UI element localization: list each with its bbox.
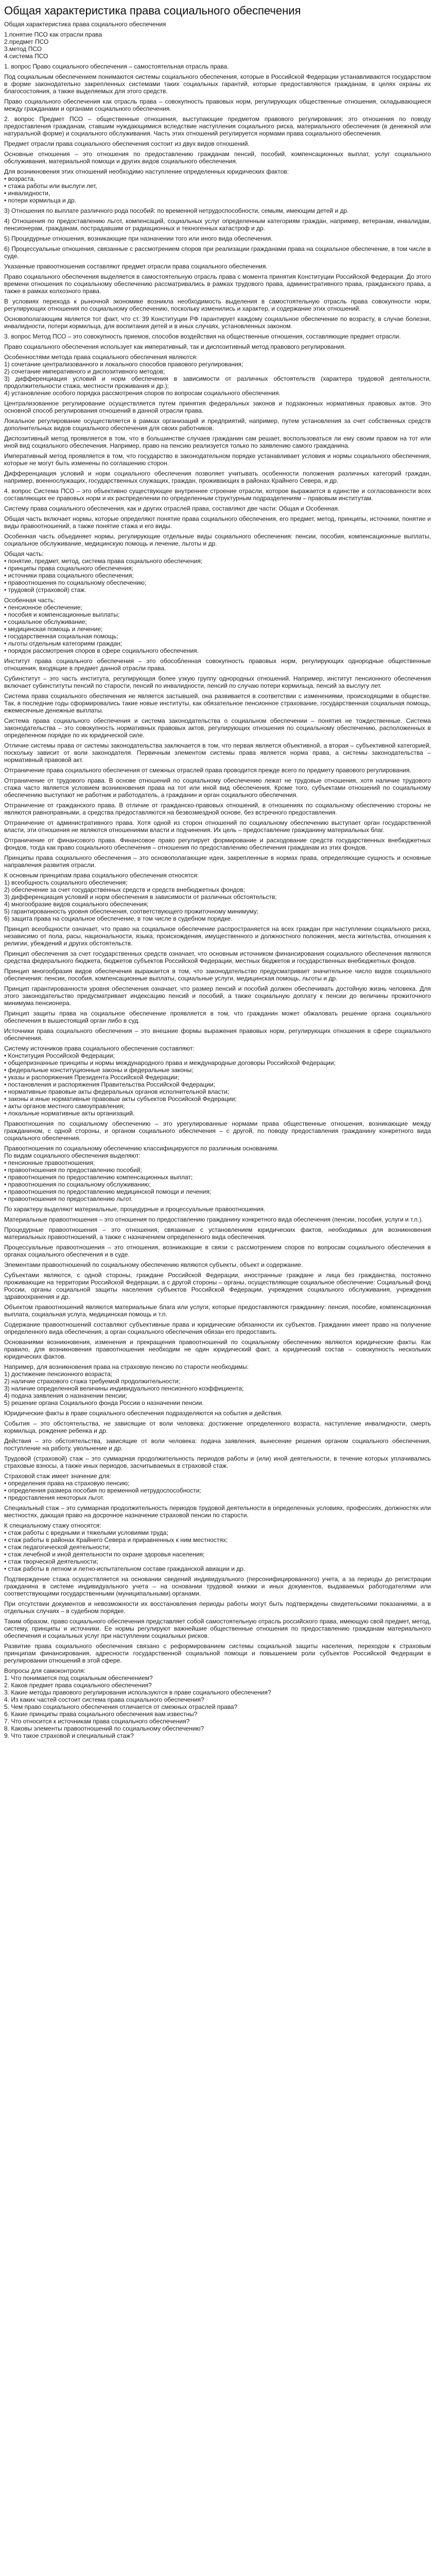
paragraph: В условиях перехода к рыночной экономике возникла необходимость выделения в самостоятельную отрасль права совокупности норм, регулирующих отношения по социальному обеспечению, поскольку изменились и характер, и содержание этих отношений. xyxy=(4,298,433,312)
paragraph: Вопросы для самоконтроля: 1. Что понимается под социальным обеспечением? 2. Каков предмет права социального обеспечения? 3. Какие методы правового регулирования используются в праве социального обеспечения? 4. Из каких частей состоит система права социального обеспечения? 5. Чем право социального обеспечения отличается от смежных отраслей права? 6. Какие принципы права социального обеспечения вам известны? 7. Что относится к источникам права социального обеспечения? 8. Каковы элементы правоотношений по социальному обеспечению? 9. Что такое страховой и специальный стаж? xyxy=(4,1667,271,1739)
paragraph: Действия – это обстоятельства, зависящие от воли человека: подача заявления, вынесение решения органом социального обеспечения, поступление на работу, увольнение и др. xyxy=(4,1437,433,1452)
paragraph: Принцип всеобщности означает, что право на социальное обеспечение распространяется на всех граждан при наступлении социального риска, независимо от пола, расы, национальности, языка, происхождения, имущественного и должностного положения, места жительства, отношения к религии, убеждений и других обстоятельств. xyxy=(4,925,433,947)
paragraph: 1. вопрос Право социального обеспечения – самостоятельная отрасль права. xyxy=(4,63,229,70)
paragraph: Таким образом, право социального обеспечения представляет собой самостоятельную отрасль российского права, имеющую свой предмет, метод, систему, принципы и источники. Ее нормы регулируют важнейшие общественные отношения по предоставлению гражданам материального обеспечения и социальных услуг при наступлении социальных рисков. xyxy=(4,1618,433,1639)
paragraph: Например, для возникновения права на страховую пенсию по старости необходимы: 1) достижение пенсионного возраста; 2) наличие страхового стажа требуемой продолжительности; 3) наличие определенной величины индивидуального пенсионного коэффициента; 4) подача заявления о назначении пенсии; 5) решение органа Социального фонда России о назначении пенсии. xyxy=(4,1363,249,1406)
paragraph: Принцип гарантированности уровня обеспечения означает, что размер пенсий и пособий должен обеспечивать достойную жизнь человека. Для этого законодательство предусматривает индексацию пенсий и пособий, а также социальную доплату к пенсии до величины прожиточного минимума пенсионера. xyxy=(4,985,433,1007)
paragraph: Право социального обеспечения как отрасль права – совокупность правовых норм, регулирующих общественные отношения, складывающиеся между гражданами и органами социального обеспечения. xyxy=(4,98,433,112)
paragraph: 6) Процессуальные отношения, связанные с рассмотрением споров при реализации гражданами права на социальное обеспечение, в том числе в суде. xyxy=(4,245,433,260)
paragraph: Субъектами являются, с одной стороны, граждане Российской Федерации, иностранные граждане и лица без гражданства, постоянно проживающие на территории Российской Федерации, а с другой стороны – органы, осуществляющие социальное обеспечение: Социальный фонд России, органы социальной защиты населения субъектов Российской Федерации, учреждения социального обслуживания, учреждения здравоохранения и др. xyxy=(4,1272,433,1300)
paragraph: Отграничение от гражданского права. В отличие от гражданско-правовых отношений, в отношениях по социальному обеспечению стороны не являются равноправными, а средства предоставляются на безвозмездной основе, без встречного предоставления. xyxy=(4,802,433,816)
paragraph: Указанные правоотношения составляют предмет отрасли права социального обеспечения. xyxy=(4,263,268,270)
paragraph: Основополагающим является тот факт, что ст. 39 Конституции РФ гарантирует каждому социальное обеспечение по возрасту, в случае болезни, инвалидности, потери кормильца, для воспитания детей и в иных случаях, установленных законом. xyxy=(4,315,433,330)
paragraph: К основным принципам права социального обеспечения относятся: 1) всеобщность социального обеспечения; 2) обеспечение за счет государственных средств и средств внебюджетных фондов; 3) дифференциация условий и норм обеспечения в зависимости от различных обстоятельств; 4) многообразие видов социального обеспечения; 5) гарантированность уровня обеспечения, соответствующего прожиточному минимуму; 6) защита права на социальное обеспечение, в том числе в судебном порядке. xyxy=(4,872,277,922)
paragraph: Принцип многообразия видов обеспечения выражается в том, что законодательство предусматривает значительное число видов социального обеспечения: пенсии, пособия, компенсационные выплаты, социальные услуги, медицинская помощь, льготы и др. xyxy=(4,968,433,982)
document-body xyxy=(4,21,431,1739)
paragraph: Подтверждение стажа осуществляется на основании сведений индивидуального (персонифицированного) учета, а за периоды до регистрации гражданина в системе индивидуального учета – на основании трудовой книжки и иных документов, выдаваемых работодателями или соответствующими государственными (муниципальными) органами. xyxy=(4,1575,433,1597)
paragraph: Под социальным обеспечением понимаются системы социального обеспечения, которые в Российской Федерации устанавливаются государством в форме законодательно закрепленных системами таких социальных гарантий, которые предоставляются гражданам, в целях охраны их благосостояния, а также выделяемых для этого средств. xyxy=(4,73,433,95)
paragraph: Система права социального обеспечения не является застывшей, она развивается в соответствии с изменениями, происходящими в обществе. Так, в последние годы сформировались такие новые институты, как обязательное пенсионное страхование, государственная социальная помощь, ежемесячные денежные выплаты. xyxy=(4,692,433,714)
paragraph: Систему источников права социального обеспечения составляют: • Конституция Российской Федерации; • общепризнанные принципы и нормы международного права и международные договоры Российской Федерации; • федеральные конституционные законы и федеральные законы; • указы и распоряжения Президента Российской Федерации; • постановления и распоряжения Правительства Российской Федерации; • нормативные правовые акты федеральных органов исполнительной власти; • законы и иные нормативные правовые акты субъектов Российской Федерации; • акты органов местного самоуправления; • локальные нормативные акты организаций. xyxy=(4,1045,336,1117)
paragraph: Предмет отрасли права социального обеспечения состоит из двух видов отношений. xyxy=(4,140,250,147)
paragraph: Страховой стаж имеет значение для: • определения права на страховую пенсию; • определения размера пособия по временной нетрудоспособности; • предоставления некоторых льгот. xyxy=(4,1472,201,1501)
paragraph: Дифференциация условий и норм социального обеспечения позволяет учитывать особенности положения различных категорий граждан, например, военнослужащих, государственных служащих, граждан, проживающих в районах Крайнего Севера, и др. xyxy=(4,470,433,484)
paragraph: Принцип обеспечения за счет государственных средств означает, что основным источником финансирования социального обеспечения являются средства федерального бюджета, бюджетов субъектов Российской Федерации, местных бюджетов и государственных внебюджетных фондов. xyxy=(4,950,433,964)
paragraph: 4. вопрос Система ПСО – это объективно существующее внутреннее строение отрасли, которое выражается в единстве и согласованности всех составляющих ее правовых норм и их распределении по определенным структурным подразделениям – правовым институтам. xyxy=(4,487,433,502)
paragraph: По характеру выделяют материальные, процедурные и процессуальные правоотношения. xyxy=(4,1206,266,1213)
paragraph: Система права социального обеспечения и система законодательства о социальном обеспечении – понятия не тождественные. Система законодательства – это совокупность нормативных правовых актов, регулирующих отношения по социальному обеспечению, расположенных в определенном порядке по их юридической силе. xyxy=(4,717,433,739)
paragraph: Основные отношения – это отношения по предоставлению гражданам пенсий, пособий, компенсационных выплат, услуг социального обслуживания, материальной помощи и других видов социального обеспечения. xyxy=(4,150,433,165)
paragraph: 3) Отношения по выплате различного рода пособий: по временной нетрудоспособности, семьям, имеющим детей и др. xyxy=(4,207,349,214)
paragraph: Право социального обеспечения выделяется в самостоятельную отрасль права с момента принятия Конституции Российской Федерации. До этого времени отношения по социальному обеспечению рассматривались в рамках трудового права, административного права, гражданского права, а также в рамках колхозного права. xyxy=(4,273,433,295)
paragraph: К специальному стажу относятся: • стаж работы с вредными и тяжелыми условиями труда; • стаж работы в районах Крайнего Севера и приравненных к ним местностях; • стаж педагогической деятельности; • стаж лечебной и иной деятельности по охране здоровья населения; • стаж творческой деятельности; • стаж работы в летном и летно-испытательном составе гражданской авиации и др. xyxy=(4,1522,246,1572)
paragraph: Отграничение от административного права. Хотя одной из сторон отношений по социальному обеспечению выступает орган государственной власти, эти отношения не являются отношениями власти и подчинения. Их цель – предоставление гражданину материальных благ. xyxy=(4,819,433,834)
paragraph: Диспозитивный метод проявляется в том, что в большинстве случаев гражданин сам решает, воспользоваться ли ему своим правом на тот или иной вид социального обеспечения. Например, право на пенсию реализуется только по заявлению самого гражданина. xyxy=(4,435,433,449)
paragraph: Содержание правоотношений составляют субъективные права и юридические обязанности их субъектов. Гражданин имеет право на получение определенного вида обеспечения, а орган социального обеспечения обязан его предоставить. xyxy=(4,1321,433,1335)
paragraph: 3. вопрос Метод ПСО – это совокупность приемов, способов воздействия на общественные отношения, составляющие предмет отрасли. xyxy=(4,333,401,340)
paragraph: Локальное регулирование осуществляется в рамках организаций и предприятий, например, путем установления за счет собственных средств дополнительных видов социального обеспечения для своих работников. xyxy=(4,417,433,432)
paragraph: Для возникновения этих отношений необходимо наступление определенных юридических фактов: • возраста, • стажа работы или выслуги лет, • инвалидности, • потери кормильца и др. xyxy=(4,168,289,204)
paragraph: 1.понятие ПСО как отрасли права 2.предмет ПСО 3.метод ПСО 4.система ПСО xyxy=(4,31,102,60)
paragraph: Источники права социального обеспечения – это внешние формы выражения правовых норм, регулирующих отношения в сфере социального обеспечения. xyxy=(4,1027,433,1042)
paragraph: Отличие системы права от системы законодательства заключается в том, что первая является объективной, а вторая – субъективной категорией, поскольку зависит от воли законодателя. Первичным элементом системы права является норма права, а системы законодательства – нормативный правовой акт. xyxy=(4,742,433,764)
paragraph: Принцип защиты права на социальное обеспечение проявляется в том, что гражданин может обжаловать решение органа социального обеспечения в вышестоящий орган либо в суд. xyxy=(4,1010,433,1024)
paragraph: Материальные правоотношения – это отношения по предоставлению гражданину конкретного вида обеспечения (пенсии, пособия, услуги и т.п.). xyxy=(4,1216,423,1223)
paragraph: Правоотношения по социальному обеспечению классифицируются по различным основаниям. По видам социального обеспечения выделяют: • пенсионные правоотношения; • правоотношения по предоставлению пособий; • правоотношения по предоставлению компенсационных выплат; • правоотношения по социальному обслуживанию; • правоотношения по предоставлению медицинской помощи и лечения; • правоотношения по предоставлению льгот. xyxy=(4,1145,279,1202)
paragraph: Развитие права социального обеспечения связано с реформированием системы социальной защиты населения, переходом к страховым принципам финансирования, адресности государственной социальной помощи и повышением роли субъектов Российской Федерации в регулировании отношений в этой сфере. xyxy=(4,1642,433,1664)
paragraph: 5) Процедурные отношения, возникающие при назначении того или иного вида обеспечения. xyxy=(4,235,273,242)
paragraph: 2. вопрос Предмет ПСО – общественные отношения, выступающие предметом правового регулирования; это отношения по поводу предоставления гражданам, ставшим нуждающимися вследствие наступления социального риска, материального обеспечения (в денежной или натуральной форме) и социального обслуживания. Часть этих отношений регулируется нормами права социального обеспечения. xyxy=(4,115,433,137)
paragraph: Объектом правоотношений являются материальные блага или услуги, которые предоставляются гражданину: пенсия, пособие, компенсационная выплата, социальная услуга, медицинская помощь и т.п. xyxy=(4,1303,433,1318)
paragraph: Институт права социального обеспечения – это обособленная совокупность правовых норм, регулирующих однородные общественные отношения, входящие в предмет данной отрасли права. xyxy=(4,657,433,672)
paragraph: Элементами правоотношений по социальному обеспечению являются субъекты, объект и содержание. xyxy=(4,1261,303,1268)
paragraph: Специальный стаж – это суммарная продолжительность периодов трудовой деятельности в определенных условиях, профессиях, должностях или местностях, дающая право на досрочное назначение страховой пенсии по старости. xyxy=(4,1504,433,1519)
paragraph: Особенностями метода права социального обеспечения являются: 1) сочетание централизованного и локального способов правового регулирования; 2) сочетание императивного и диспозитивного методов; 3) дифференциация условий и норм обеспечения в зависимости от различных обстоятельств (характера трудовой деятельности, продолжительности стажа, местности проживания и др.); 4) установление особого порядка рассмотрения споров по вопросам социального обеспечения. xyxy=(4,353,431,397)
paragraph: При отсутствии документов и невозможности их восстановления периоды работы могут быть подтверждены свидетельскими показаниями, а в отдельных случаях – в судебном порядке. xyxy=(4,1600,433,1615)
paragraph: Централизованное регулирование осуществляется путем принятия федеральных законов и подзаконных нормативных правовых актов. Это основной способ регулирования отношений в данной отрасли права. xyxy=(4,400,433,414)
paragraph: Основаниями возникновения, изменения и прекращения правоотношений по социальному обеспечению являются юридические факты. Как правило, для возникновения правоотношения необходим не один юридический факт, а юридический состав – совокупность нескольких юридических фактов. xyxy=(4,1338,433,1360)
paragraph: Отграничение от финансового права. Финансовое право регулирует формирование и расходование средств государственных внебюджетных фондов, тогда как право социального обеспечения – отношения по предоставлению обеспечения гражданам из этих фондов. xyxy=(4,837,433,851)
paragraph: Право социального обеспечения использует как императивный, так и диспозитивный метод правового регулирования. xyxy=(4,343,346,350)
page-title: Общая характеристика права социального обеспечения xyxy=(4,4,301,17)
paragraph: 4) Отношения по предоставлению льгот, компенсаций, социальных услуг определенным категориям граждан, например, ветеранам, инвалидам, пенсионерам, гражданам, пострадавшим от радиационных и техногенных катастроф и др. xyxy=(4,217,433,232)
paragraph: Отграничение от трудового права. В основе отношений по социальному обеспечению лежат не трудовые отношения, хотя наличие трудового стажа часто является условием возникновения права на тот или иной вид обеспечения. Кроме того, субъектами отношений по социальному обеспечению выступают не работник и работодатель, а гражданин и орган социального обеспечения. xyxy=(4,777,433,799)
paragraph: Отграничение права социального обеспечения от смежных отраслей права проводится прежде всего по предмету правового регулирования. xyxy=(4,767,411,774)
paragraph: Императивный метод проявляется в том, что государство в законодательном порядке устанавливает условия и нормы социального обеспечения, которые не могут быть изменены по соглашению сторон. xyxy=(4,452,433,467)
paragraph: Процедурные правоотношения – это отношения, связанные с установлением юридических фактов, необходимых для возникновения материальных правоотношений, а также с назначением определенного вида обеспечения. xyxy=(4,1226,433,1241)
paragraph: Принципы права социального обеспечения – это основополагающие идеи, закрепленные в нормах права, определяющие сущность и основные направления развития отрасли. xyxy=(4,854,433,869)
paragraph: Процессуальные правоотношения – это отношения, возникающие в связи с рассмотрением споров по вопросам социального обеспечения в органах социального обеспечения и в суде. xyxy=(4,1244,433,1258)
paragraph: Правоотношения по социальному обеспечению – это урегулированные нормами права общественные отношения, возникающие между гражданином, с одной стороны, и органом социального обеспечения – с другой, по поводу предоставления гражданину конкретного вида социального обеспечения. xyxy=(4,1120,433,1142)
paragraph: События – это обстоятельства, не зависящие от воли человека: достижение определенного возраста, наступление инвалидности, смерть кормильца, рождение ребенка и др. xyxy=(4,1420,433,1434)
paragraph: Особенная часть объединяет нормы, регулирующие отдельные виды социального обеспечения: пенсии, пособия, компенсационные выплаты, социальное обслуживание, медицинскую помощь и лечение, льготы и др. xyxy=(4,533,433,547)
paragraph: Юридические факты в праве социального обеспечения подразделяются на события и действия. xyxy=(4,1410,283,1417)
paragraph: Трудовой (страховой) стаж – это суммарная продолжительность периодов работы и (или) иной деятельности, в течение которых уплачивались страховые взносы, а также иных периодов, засчитываемых в страховой стаж. xyxy=(4,1455,433,1469)
paragraph: Особенная часть: • пенсионное обеспечение; • пособия и компенсационные выплаты; • социальное обслуживание; • медицинская помощь и лечение; • государственная социальная помощь; • льготы отдельным категориям граждан; • порядок рассмотрения споров в сфере социального обеспечения. xyxy=(4,597,199,654)
paragraph: Субинститут – это часть института, регулирующая более узкую группу однородных отношений. Например, институт пенсионного обеспечения включает субинституты пенсий по старости, пенсий по инвалидности, пенсий по случаю потери кормильца, пенсий за выслугу лет. xyxy=(4,675,433,689)
paragraph: Общая характеристика права социального обеспечения xyxy=(4,21,166,28)
paragraph: Систему права социального обеспечения, как и других отраслей права, составляют две части: Общая и Особенная. xyxy=(4,505,340,512)
paragraph: Общая часть: • понятие, предмет, метод, система права социального обеспечения; • принципы права социального обеспечения; • источники права социального обеспечения; • правоотношения по социальному обеспечению; • трудовой (страховой) стаж. xyxy=(4,550,203,594)
paragraph: Общая часть включает нормы, которые определяют понятие права социального обеспечения, его предмет, метод, принципы, источники, понятие и виды правоотношений, а также понятие стажа и его виды. xyxy=(4,515,433,530)
